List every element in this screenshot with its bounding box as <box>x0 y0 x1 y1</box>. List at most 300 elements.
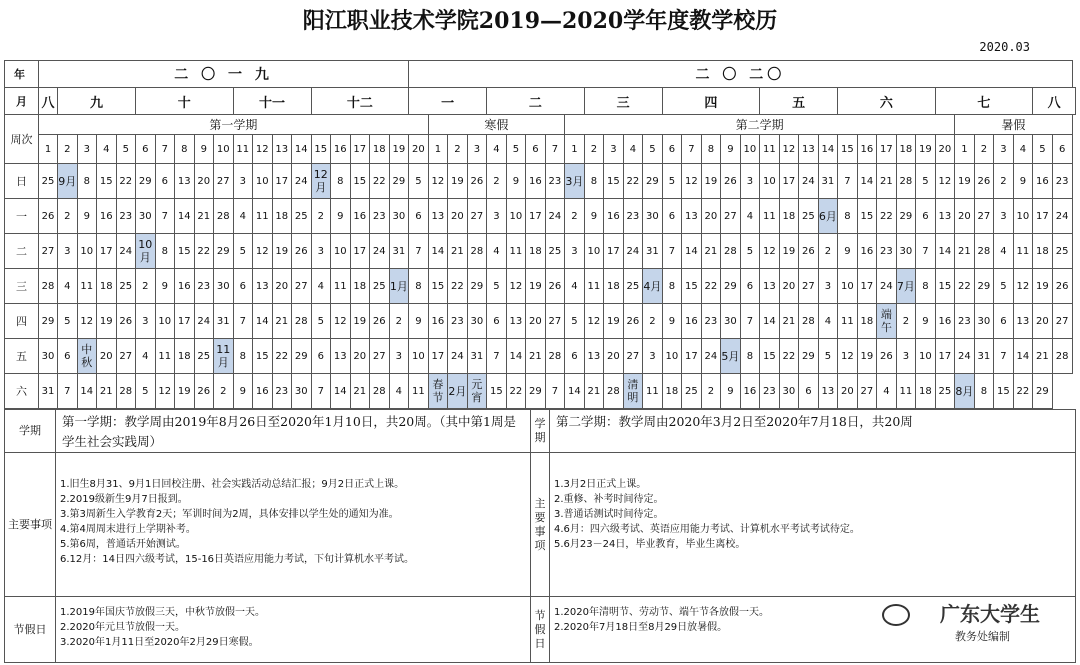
date-cell: 2 <box>58 199 78 234</box>
date-cell: 12 <box>760 234 780 269</box>
date-cell: 7 <box>545 374 565 409</box>
date-cell: 22 <box>1013 374 1033 409</box>
date-cell: 3 <box>643 339 663 374</box>
month-7: 三 <box>584 88 662 115</box>
week-number: 5 <box>506 135 526 164</box>
weekday-label: 日 <box>5 164 39 199</box>
note-line: 3.普通话测试时间待定。 <box>554 509 664 520</box>
date-cell: 2月 <box>448 374 468 409</box>
main-items-label-2: 主要事项 <box>530 452 550 597</box>
date-cell: 12 <box>77 304 97 339</box>
date-cell: 6月 <box>818 199 838 234</box>
date-cell: 9 <box>721 374 741 409</box>
date-cell: 27 <box>974 199 994 234</box>
date-cell: 14 <box>175 199 195 234</box>
date-cell: 14 <box>253 304 273 339</box>
date-cell: 4 <box>58 269 78 304</box>
semester-row <box>5 115 1076 135</box>
month-11: 七 <box>935 88 1033 115</box>
date-cell: 13 <box>175 164 195 199</box>
date-cell: 4 <box>565 269 585 304</box>
date-cell: 27 <box>116 339 136 374</box>
date-cell: 8 <box>974 374 994 409</box>
date-cell: 24 <box>877 269 897 304</box>
date-cell: 15 <box>994 374 1014 409</box>
month-row <box>5 88 1076 115</box>
date-cell: 6 <box>487 304 507 339</box>
date-cell: 21 <box>955 234 975 269</box>
week-number: 1 <box>39 135 58 164</box>
date-cell: 9 <box>506 164 526 199</box>
date-cell: 17 <box>428 339 448 374</box>
date-cell: 14 <box>77 374 97 409</box>
date-cell: 27 <box>467 199 487 234</box>
date-cell: 16 <box>97 199 117 234</box>
weekday-row <box>5 164 1076 199</box>
date-cell: 25 <box>1052 234 1072 269</box>
date-cell: 28 <box>214 199 234 234</box>
date-cell: 30 <box>39 339 58 374</box>
week-number: 4 <box>623 135 643 164</box>
date-cell: 2 <box>994 164 1014 199</box>
date-cell: 12 <box>155 374 175 409</box>
date-cell: 10 <box>506 199 526 234</box>
watermark: 广东大学生 <box>940 602 1040 626</box>
date-cell: 12 <box>838 339 858 374</box>
date-cell: 7 <box>487 339 507 374</box>
date-cell: 14 <box>760 304 780 339</box>
date-cell: 22 <box>506 374 526 409</box>
week-number: 2 <box>584 135 604 164</box>
date-cell: 10 <box>584 234 604 269</box>
date-cell: 19 <box>526 269 546 304</box>
date-cell: 3 <box>565 234 585 269</box>
date-cell: 3 <box>311 234 331 269</box>
date-cell: 28 <box>974 234 994 269</box>
note-line: 5.第6周，普通话开始测试。 <box>60 539 186 550</box>
week-number: 7 <box>545 135 565 164</box>
main-items-1 <box>55 452 531 597</box>
date-cell: 21 <box>877 164 897 199</box>
date-cell: 6 <box>994 304 1014 339</box>
date-cell: 26 <box>623 304 643 339</box>
date-cell: 26 <box>116 304 136 339</box>
week-label: 周次 <box>5 115 39 164</box>
date-cell: 29 <box>214 234 234 269</box>
date-cell: 4 <box>389 374 409 409</box>
date-cell: 7 <box>58 374 78 409</box>
date-cell: 6 <box>916 199 936 234</box>
holidays-label-2: 节假日 <box>530 596 550 663</box>
date-cell: 18 <box>916 374 936 409</box>
date-cell: 29 <box>526 374 546 409</box>
date-cell: 8 <box>331 164 351 199</box>
week-number: 3 <box>994 135 1014 164</box>
date-cell: 9 <box>77 199 97 234</box>
week-number: 1 <box>955 135 975 164</box>
main-items-2 <box>549 452 1076 597</box>
date-cell: 27 <box>1052 304 1072 339</box>
month-2: 十 <box>136 88 234 115</box>
date-cell: 15 <box>253 339 273 374</box>
date-cell: 11 <box>155 339 175 374</box>
week-number: 7 <box>155 135 175 164</box>
week-number: 14 <box>292 135 312 164</box>
date-cell: 19 <box>1033 269 1053 304</box>
date-cell: 12 <box>331 304 351 339</box>
date-cell: 19 <box>175 374 195 409</box>
year-2019: 二 〇 一 九 <box>39 61 409 88</box>
date-cell: 7 <box>155 199 175 234</box>
date-cell: 22 <box>623 164 643 199</box>
date-cell: 26 <box>974 164 994 199</box>
date-cell: 22 <box>779 339 799 374</box>
date-cell: 23 <box>623 199 643 234</box>
date-cell: 5月 <box>721 339 741 374</box>
date-cell: 15 <box>935 269 955 304</box>
week-number: 10 <box>214 135 234 164</box>
date-cell: 30 <box>389 199 409 234</box>
date-cell: 2 <box>214 374 234 409</box>
week-number: 7 <box>682 135 702 164</box>
week-number: 4 <box>97 135 117 164</box>
date-cell: 11 <box>506 234 526 269</box>
date-cell: 10 <box>760 164 780 199</box>
date-cell: 2 <box>389 304 409 339</box>
week-number: 8 <box>175 135 195 164</box>
date-cell: 25 <box>799 199 819 234</box>
week-number: 14 <box>818 135 838 164</box>
week-number: 4 <box>1013 135 1033 164</box>
date-cell: 26 <box>877 339 897 374</box>
date-cell: 9 <box>662 304 682 339</box>
date-cell: 28 <box>545 339 565 374</box>
date-cell: 4 <box>311 269 331 304</box>
date-cell: 16 <box>350 199 370 234</box>
month-4: 十二 <box>311 88 409 115</box>
date-cell: 17 <box>682 339 702 374</box>
note-line: 3.2020年1月11日至2020年2月29日寒假。 <box>60 637 259 648</box>
date-cell: 24 <box>799 164 819 199</box>
date-cell: 20 <box>526 304 546 339</box>
date-cell: 5 <box>233 234 253 269</box>
date-cell: 24 <box>292 164 312 199</box>
date-cell: 20 <box>701 199 721 234</box>
date-cell: 11 <box>331 269 351 304</box>
date-cell: 8 <box>155 234 175 269</box>
date-cell: 19 <box>448 164 468 199</box>
date-cell: 15 <box>97 164 117 199</box>
semester-3: 暑假 <box>955 115 1072 135</box>
week-number: 5 <box>1033 135 1053 164</box>
date-cell: 4 <box>877 374 897 409</box>
date-cell: 5 <box>740 234 760 269</box>
date-cell: 27 <box>857 374 877 409</box>
date-cell: 28 <box>116 374 136 409</box>
date-cell: 8 <box>233 339 253 374</box>
date-cell: 28 <box>39 269 58 304</box>
date-cell: 10 <box>409 339 429 374</box>
date-cell: 31 <box>39 374 58 409</box>
date-cell: 11 <box>896 374 916 409</box>
note-line: 1.2019年国庆节放假三天，中秋节放假一天。 <box>60 607 265 618</box>
date-cell: 6 <box>311 339 331 374</box>
week-number: 5 <box>116 135 136 164</box>
date-cell: 17 <box>272 164 292 199</box>
date-cell: 3 <box>818 269 838 304</box>
date-cell: 春节 <box>428 374 448 409</box>
date-cell: 11 <box>409 374 429 409</box>
date-cell: 15 <box>604 164 624 199</box>
date-cell: 15 <box>682 269 702 304</box>
date-cell: 22 <box>370 164 390 199</box>
week-number: 2 <box>448 135 468 164</box>
date-cell: 7 <box>233 304 253 339</box>
date-cell: 中秋 <box>77 339 97 374</box>
semester-2: 第二学期 <box>565 115 955 135</box>
date-cell: 15 <box>760 339 780 374</box>
date-cell: 6 <box>58 339 78 374</box>
date-cell: 21 <box>1033 339 1053 374</box>
date-cell: 3 <box>136 304 156 339</box>
date-cell: 27 <box>721 199 741 234</box>
note-line: 1.3月2日正式上课。 <box>554 479 647 490</box>
date-cell: 31 <box>214 304 234 339</box>
week-number: 13 <box>799 135 819 164</box>
date-cell: 21 <box>350 374 370 409</box>
date-cell: 25 <box>682 374 702 409</box>
month-10: 六 <box>838 88 936 115</box>
date-cell: 4 <box>487 234 507 269</box>
date-cell: 7 <box>409 234 429 269</box>
date-cell: 26 <box>545 269 565 304</box>
date-cell: 13 <box>506 304 526 339</box>
date-cell: 26 <box>799 234 819 269</box>
date-cell: 29 <box>799 339 819 374</box>
date-cell: 29 <box>721 269 741 304</box>
week-number: 10 <box>740 135 760 164</box>
date-cell: 8 <box>409 269 429 304</box>
date-cell: 28 <box>467 234 487 269</box>
date-cell: 7 <box>994 339 1014 374</box>
month-6: 二 <box>487 88 585 115</box>
week-number-row <box>5 135 1076 164</box>
month-0: 八 <box>39 88 58 115</box>
date-cell: 25 <box>39 164 58 199</box>
date-cell: 3 <box>233 164 253 199</box>
date-cell: 1月 <box>389 269 409 304</box>
semester-0: 第一学期 <box>39 115 429 135</box>
date-cell: 9 <box>409 304 429 339</box>
date-cell: 14 <box>428 234 448 269</box>
date-cell: 17 <box>526 199 546 234</box>
date-cell: 24 <box>701 339 721 374</box>
date-cell: 7月 <box>896 269 916 304</box>
date-cell: 6 <box>799 374 819 409</box>
date-cell: 14 <box>565 374 585 409</box>
year-row <box>5 61 1076 88</box>
date-cell: 9 <box>155 269 175 304</box>
date-cell: 20 <box>955 199 975 234</box>
week-number: 17 <box>877 135 897 164</box>
date-cell: 10月 <box>136 234 156 269</box>
date-cell: 端午 <box>877 304 897 339</box>
week-number: 3 <box>604 135 624 164</box>
date-cell: 21 <box>194 199 214 234</box>
compiler-credit: 教务处编制 <box>955 630 1010 643</box>
date-cell: 2 <box>311 199 331 234</box>
date-cell: 10 <box>662 339 682 374</box>
date-cell: 20 <box>838 374 858 409</box>
main-items-label-1: 主要事项 <box>4 452 56 597</box>
note-line: 3.第3周新生入学教育2天；军训时间为2周，具体安排以学生处的通知为准。 <box>60 509 399 520</box>
date-cell: 10 <box>331 234 351 269</box>
date-cell: 29 <box>643 164 663 199</box>
note-line: 1.旧生8月31、9月1日回校注册、社会实践活动总结汇报；9月2日正式上课。 <box>60 479 405 490</box>
week-number: 5 <box>643 135 663 164</box>
date-cell: 5 <box>662 164 682 199</box>
date-cell: 31 <box>974 339 994 374</box>
date-cell: 11 <box>643 374 663 409</box>
date-cell: 17 <box>175 304 195 339</box>
date-cell: 29 <box>39 304 58 339</box>
week-number: 11 <box>233 135 253 164</box>
week-number: 1 <box>565 135 585 164</box>
week-number: 13 <box>272 135 292 164</box>
date-cell: 22 <box>955 269 975 304</box>
date-cell: 31 <box>389 234 409 269</box>
date-cell: 16 <box>682 304 702 339</box>
date-cell: 18 <box>779 199 799 234</box>
date-cell: 12 <box>682 164 702 199</box>
date-cell: 10 <box>1013 199 1033 234</box>
date-cell: 19 <box>272 234 292 269</box>
date-cell: 14 <box>331 374 351 409</box>
date-cell: 27 <box>292 269 312 304</box>
date-cell: 19 <box>701 164 721 199</box>
date-cell: 8 <box>916 269 936 304</box>
date-cell: 16 <box>526 164 546 199</box>
month-1: 九 <box>58 88 136 115</box>
date-cell: 17 <box>350 234 370 269</box>
date-cell: 15 <box>857 199 877 234</box>
date-cell: 27 <box>214 164 234 199</box>
date-cell: 23 <box>116 199 136 234</box>
date-cell: 23 <box>194 269 214 304</box>
date-cell: 5 <box>818 339 838 374</box>
date-cell: 7 <box>916 234 936 269</box>
date-cell: 21 <box>272 304 292 339</box>
date-cell: 元宵 <box>467 374 487 409</box>
date-cell: 20 <box>350 339 370 374</box>
note-line: 4.第4周周末进行上学期补考。 <box>60 524 196 535</box>
weekday-row <box>5 374 1076 409</box>
date-cell: 12 <box>584 304 604 339</box>
date-cell: 3月 <box>565 164 585 199</box>
date-cell: 18 <box>175 339 195 374</box>
semester1-label: 学期 <box>4 409 56 453</box>
date-cell: 16 <box>1033 164 1053 199</box>
date-cell: 21 <box>701 234 721 269</box>
date-cell: 12 <box>506 269 526 304</box>
date-cell: 11 <box>584 269 604 304</box>
date-cell: 7 <box>740 304 760 339</box>
date-cell: 4 <box>818 304 838 339</box>
date-cell: 23 <box>760 374 780 409</box>
date-cell: 15 <box>350 164 370 199</box>
weekday-row <box>5 339 1076 374</box>
date-cell: 8 <box>77 164 97 199</box>
date-cell: 6 <box>155 164 175 199</box>
date-cell: 清明 <box>623 374 643 409</box>
date-cell: 12 <box>253 234 273 269</box>
date-cell: 26 <box>39 199 58 234</box>
date-cell: 11 <box>253 199 273 234</box>
week-number: 16 <box>331 135 351 164</box>
date-cell: 9 <box>331 199 351 234</box>
date-cell: 23 <box>877 234 897 269</box>
date-cell: 24 <box>1052 199 1072 234</box>
week-number: 6 <box>662 135 682 164</box>
date-cell: 26 <box>370 304 390 339</box>
date-cell: 5 <box>409 164 429 199</box>
date-cell: 2 <box>701 374 721 409</box>
date-cell: 13 <box>1013 304 1033 339</box>
week-number: 18 <box>370 135 390 164</box>
note-line: 2.重修、补考时间待定。 <box>554 494 664 505</box>
date-cell: 31 <box>643 234 663 269</box>
note-line: 2.2019级新生9月7日报到。 <box>60 494 188 505</box>
date-cell: 18 <box>857 304 877 339</box>
date-cell: 14 <box>935 234 955 269</box>
weekday-label: 六 <box>5 374 39 409</box>
date-cell: 29 <box>136 164 156 199</box>
date-cell: 9月 <box>58 164 78 199</box>
date-cell: 22 <box>701 269 721 304</box>
date-cell: 16 <box>604 199 624 234</box>
date-cell: 23 <box>701 304 721 339</box>
date-cell: 10 <box>155 304 175 339</box>
date-cell: 16 <box>935 304 955 339</box>
date-cell: 9 <box>838 234 858 269</box>
weekday-label: 二 <box>5 234 39 269</box>
date-cell: 23 <box>448 304 468 339</box>
note-line: 4.6月：四六级考试、英语应用能力考试、计算机水平考试考试待定。 <box>554 524 860 535</box>
date-cell: 18 <box>272 199 292 234</box>
week-number: 8 <box>701 135 721 164</box>
date-cell: 17 <box>604 234 624 269</box>
date-cell: 13 <box>331 339 351 374</box>
date-cell: 12月 <box>311 164 331 199</box>
date-cell: 7 <box>838 164 858 199</box>
date-cell: 16 <box>253 374 273 409</box>
date-cell: 3 <box>487 199 507 234</box>
wechat-icon <box>882 604 910 626</box>
date-cell: 3 <box>58 234 78 269</box>
week-number: 12 <box>253 135 273 164</box>
date-cell: 18 <box>662 374 682 409</box>
date-cell: 22 <box>116 164 136 199</box>
date-cell: 2 <box>818 234 838 269</box>
date-cell: 25 <box>370 269 390 304</box>
weekday-label: 五 <box>5 339 39 374</box>
year-2020: 二 〇 二〇 <box>409 61 1072 88</box>
date-cell: 17 <box>1033 199 1053 234</box>
date-cell: 16 <box>175 269 195 304</box>
date-cell: 30 <box>136 199 156 234</box>
date-cell: 13 <box>428 199 448 234</box>
date-cell: 29 <box>389 164 409 199</box>
